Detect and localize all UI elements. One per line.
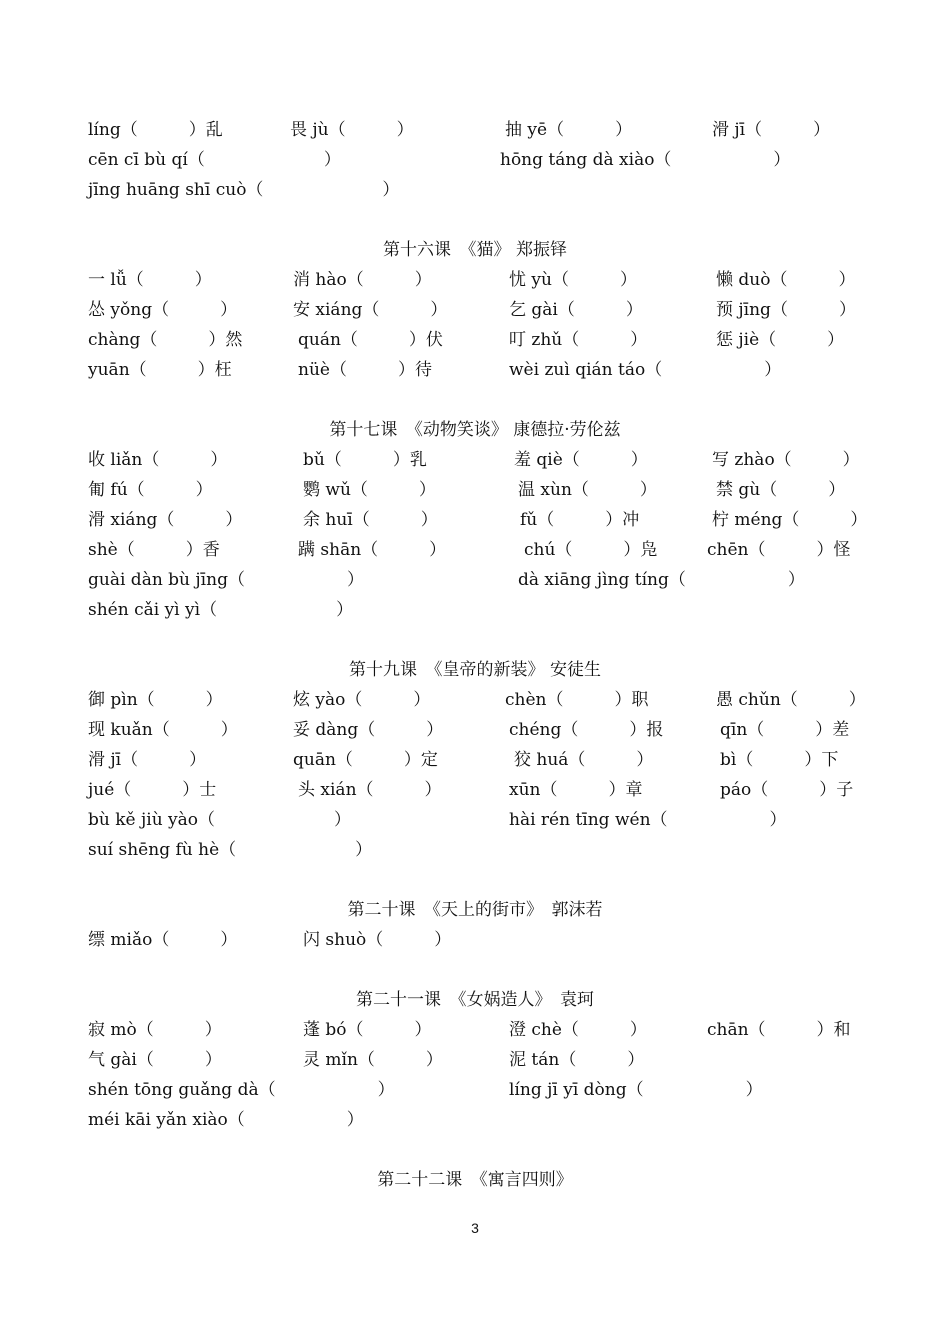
entry: quán（ ）伏 <box>298 330 443 350</box>
entry: guài dàn bù jīng（ ） <box>88 570 364 590</box>
entry: 抽 yē（ ） <box>505 120 633 140</box>
entry: shén tōng guǎng dà（ ） <box>88 1080 395 1100</box>
entry: quān（ ）定 <box>293 750 438 770</box>
entry: 叮 zhǔ（ ） <box>509 330 648 350</box>
entry: 预 jīng（ ） <box>716 300 856 320</box>
entry: 滑 jī（ ） <box>712 120 831 140</box>
entry: hōng táng dà xiào（ ） <box>500 150 791 170</box>
entry: xūn（ ）章 <box>509 780 643 800</box>
entry: 愚 chǔn（ ） <box>716 690 866 710</box>
entry: líng（ ）乱 <box>88 120 223 140</box>
entry: jīng huāng shī cuò（ ） <box>88 180 400 200</box>
entry: 炫 yào（ ） <box>293 690 431 710</box>
entry: 滑 jī（ ） <box>88 750 207 770</box>
entry: 安 xiáng（ ） <box>293 300 448 320</box>
page-number: 3 <box>471 1220 479 1236</box>
entry: fǔ（ ）冲 <box>520 510 640 530</box>
entry: 柠 méng（ ） <box>712 510 868 530</box>
entry: 澄 chè（ ） <box>509 1020 647 1040</box>
entry: 畏 jù（ ） <box>290 120 414 140</box>
lesson-title: 第二十一课 《女娲造人》 袁珂 <box>356 990 594 1010</box>
entry: chéng（ ）报 <box>509 720 664 740</box>
entry: 惩 jiè（ ） <box>716 330 845 350</box>
entry: 怂 yǒng（ ） <box>88 300 238 320</box>
entry: bì（ ）下 <box>720 750 839 770</box>
entry: nüè（ ）待 <box>298 360 432 380</box>
entry: 匍 fú（ ） <box>88 480 213 500</box>
entry: 禁 gù（ ） <box>716 480 846 500</box>
entry: 忧 yù（ ） <box>509 270 637 290</box>
lesson-title: 第十六课 《猫》 郑振铎 <box>383 240 567 260</box>
entry: 收 liǎn（ ） <box>88 450 228 470</box>
entry: chēn（ ）怪 <box>707 540 851 560</box>
entry: 灵 mǐn（ ） <box>303 1050 443 1070</box>
entry: 寂 mò（ ） <box>88 1020 222 1040</box>
entry: chān（ ）和 <box>707 1020 851 1040</box>
entry: wèi zuì qián táo（ ） <box>509 360 782 380</box>
entry: 消 hào（ ） <box>293 270 432 290</box>
entry: 气 gài（ ） <box>88 1050 222 1070</box>
entry: 余 huī（ ） <box>303 510 438 530</box>
lesson-title: 第十九课 《皇帝的新装》 安徒生 <box>349 660 601 680</box>
entry: 乞 gài（ ） <box>509 300 643 320</box>
entry: shè（ ）香 <box>88 540 220 560</box>
entry: líng jī yī dòng（ ） <box>509 1080 763 1100</box>
entry: cēn cī bù qí（ ） <box>88 150 341 170</box>
lesson-title: 第十七课 《动物笑谈》 康德拉·劳伦兹 <box>329 420 621 440</box>
entry: bǔ（ ）乳 <box>303 450 427 470</box>
lesson-title: 第二十二课 《寓言四则》 <box>377 1170 573 1190</box>
entry: chèn（ ）职 <box>505 690 649 710</box>
entry: suí shēng fù hè（ ） <box>88 840 373 860</box>
entry: 一 lǚ（ ） <box>88 270 212 290</box>
entry: 缥 miǎo（ ） <box>88 930 238 950</box>
entry: 写 zhào（ ） <box>712 450 860 470</box>
entry: 妥 dàng（ ） <box>293 720 444 740</box>
entry: 懒 duò（ ） <box>716 270 856 290</box>
entry: 滑 xiáng（ ） <box>88 510 243 530</box>
entry: jué（ ）士 <box>88 780 217 800</box>
entry: 头 xián（ ） <box>298 780 442 800</box>
entry: 现 kuǎn（ ） <box>88 720 238 740</box>
entry: 羞 qiè（ ） <box>514 450 648 470</box>
entry: méi kāi yǎn xiào（ ） <box>88 1110 364 1130</box>
entry: 蹒 shān（ ） <box>298 540 447 560</box>
entry: chú（ ）凫 <box>524 540 658 560</box>
entry: 狡 huá（ ） <box>514 750 654 770</box>
entry: 温 xùn（ ） <box>518 480 657 500</box>
entry: 闪 shuò（ ） <box>303 930 452 950</box>
entry: 御 pìn（ ） <box>88 690 223 710</box>
entry: yuān（ ）枉 <box>88 360 232 380</box>
entry: bù kě jiù yào（ ） <box>88 810 352 830</box>
lesson-title: 第二十课 《天上的街市》 郭沫若 <box>347 900 603 920</box>
entry: páo（ ）子 <box>720 780 854 800</box>
entry: 鹦 wǔ（ ） <box>303 480 436 500</box>
entry: hài rén tīng wén（ ） <box>509 810 787 830</box>
entry: chàng（ ）然 <box>88 330 243 350</box>
entry: 蓬 bó（ ） <box>303 1020 432 1040</box>
entry: dà xiāng jìng tíng（ ） <box>518 570 805 590</box>
entry: shén cǎi yì yì（ ） <box>88 600 354 620</box>
entry: 泥 tán（ ） <box>509 1050 645 1070</box>
entry: qīn（ ）差 <box>720 720 850 740</box>
